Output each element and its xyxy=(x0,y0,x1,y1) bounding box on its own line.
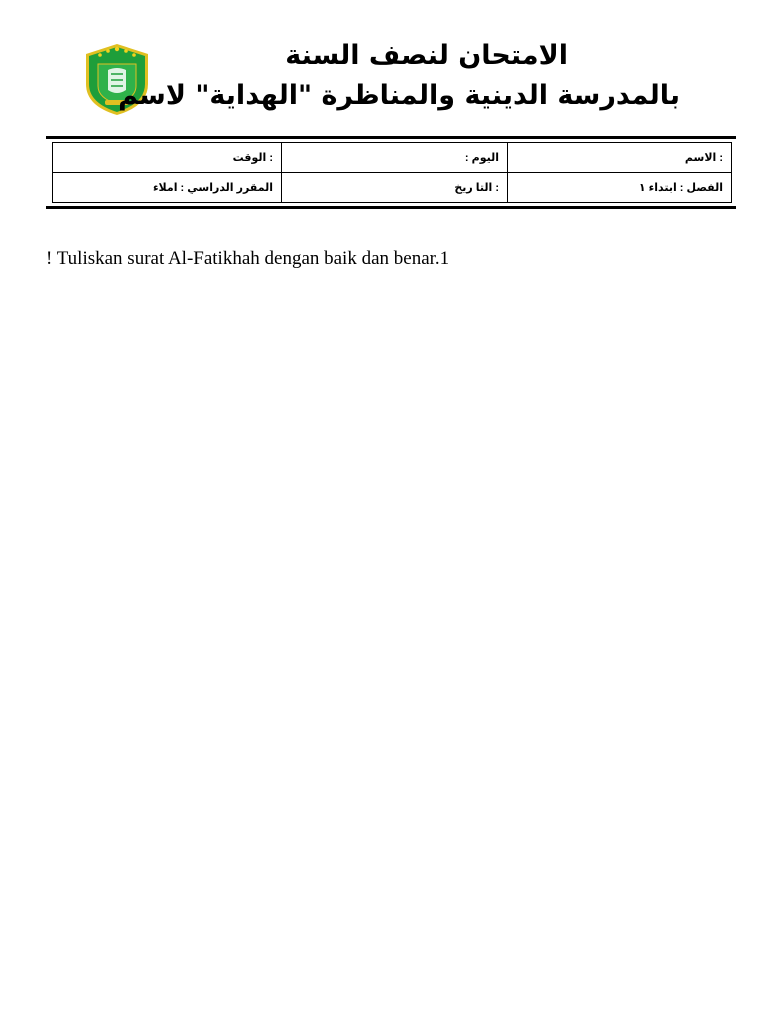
subject-field: المقرر الدراسي : املاء xyxy=(53,173,282,203)
table-row xyxy=(53,143,732,173)
student-info-table xyxy=(52,142,732,203)
exam-title: الامتحان لنصف السنة xyxy=(285,40,568,71)
question-1: ! Tuliskan surat Al-Fatikhah dengan baik dan benar.1 xyxy=(46,248,450,269)
time-field: : الوقت xyxy=(53,143,282,173)
school-name: بالمدرسة الدينية والمناظرة "الهداية" لاسم xyxy=(118,80,680,111)
header-rule-bottom xyxy=(46,206,736,209)
table-row xyxy=(53,173,732,203)
day-field: اليوم : xyxy=(282,143,508,173)
name-field: : الاسم xyxy=(508,143,732,173)
date-field: : التا ريخ xyxy=(282,173,508,203)
class-field: الفصل : ابتداء ١ xyxy=(508,173,732,203)
header-rule-top xyxy=(46,136,736,139)
